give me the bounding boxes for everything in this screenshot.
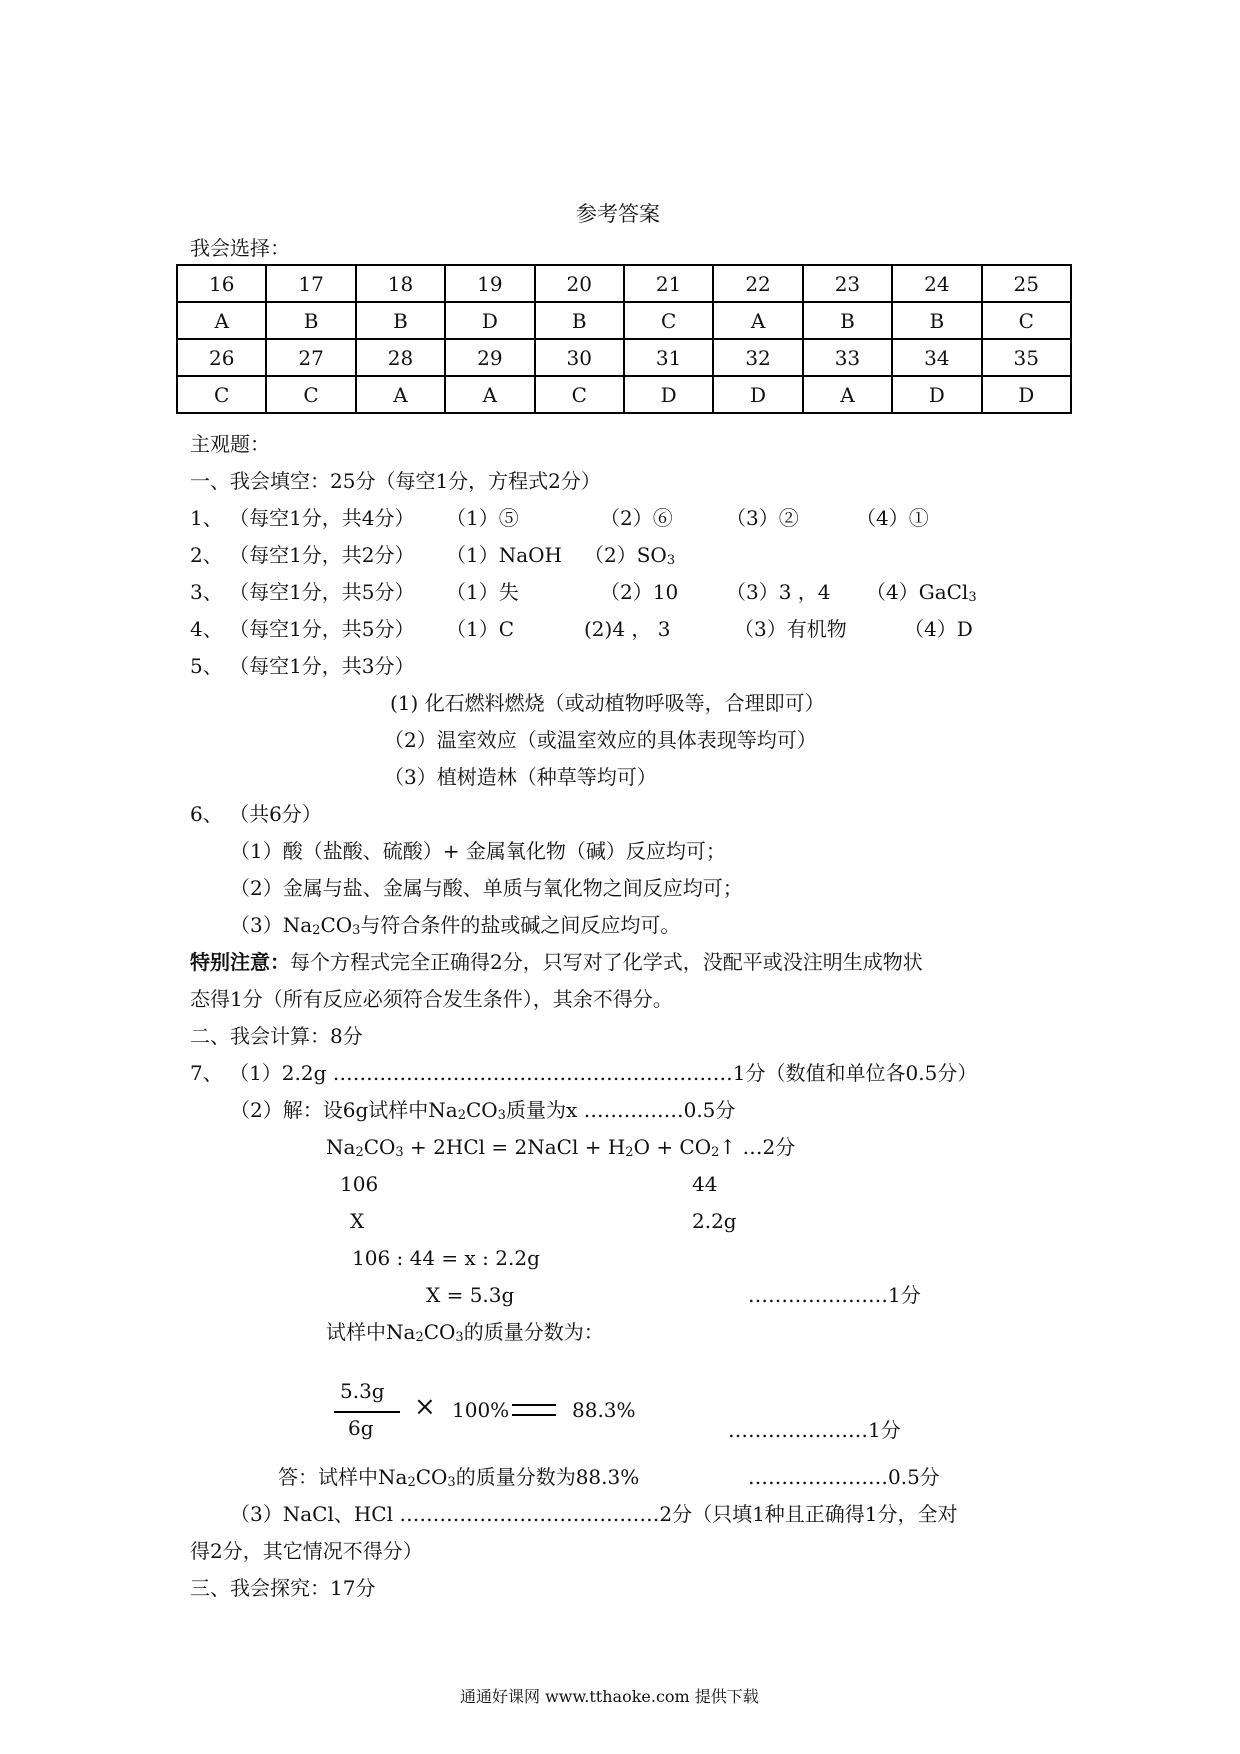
table-row (177, 302, 1071, 339)
q6-answer-2: （2）金属与盐、金属与酸、单质与氧化物之间反应均可； (230, 876, 743, 900)
equals-bar-bottom (512, 1414, 556, 1416)
q4-answer-4: （4）D (904, 617, 973, 641)
table-cell: B (356, 302, 445, 339)
table-cell: 18 (356, 265, 445, 302)
table-cell: 25 (982, 265, 1071, 302)
table-cell: D (713, 376, 802, 413)
q7-part2: （2）解：设6g试样中$Na_2CO_3$质量为x ……………0.5分 (230, 1098, 736, 1123)
table-cell: 30 (535, 339, 624, 376)
q3-prefix: 3、 （每空1分，共5分） (190, 580, 415, 604)
table-cell: 16 (177, 265, 266, 302)
table-cell: 20 (535, 265, 624, 302)
table-cell: B (535, 302, 624, 339)
q6-answer-1: （1）酸（盐酸、硫酸）+ 金属氧化物（碱）反应均可； (230, 839, 726, 863)
q3-answer-1: （1）失 (446, 580, 519, 604)
page-title: 参考答案 (576, 202, 660, 226)
mass-fraction-label: 试样中$Na_2CO_3$的质量分数为： (326, 1320, 604, 1345)
fill-section-heading: 一、我会填空：25分（每空1分，方程式2分） (190, 469, 601, 493)
table-cell: 33 (803, 339, 892, 376)
calc-section-heading: 二、我会计算：8分 (190, 1024, 363, 1048)
table-cell: A (803, 376, 892, 413)
table-cell: 34 (892, 339, 981, 376)
table-cell: C (624, 302, 713, 339)
final-answer: 答：试样中$Na_2CO_3$的质量分数为88.3% (278, 1465, 640, 1490)
chemical-equation: $Na_2CO_3 + 2HCl$ = 2NaCl + $H_2O$ + $CO_2↑$ …2分 (326, 1135, 796, 1160)
q1-answer-2: （2）⑥ (600, 506, 673, 530)
table-cell: C (177, 376, 266, 413)
x-result: X = 5.3g (426, 1283, 515, 1307)
co2-mass: 2.2g (692, 1209, 737, 1233)
q4-answer-3: （3）有机物 (734, 617, 847, 641)
table-cell: 19 (445, 265, 534, 302)
table-cell: A (177, 302, 266, 339)
q7-part3-line2: 得2分，其它情况不得分） (190, 1539, 423, 1563)
ratio-equation: 106 : 44 = x : 2.2g (352, 1246, 540, 1270)
q5-answer-2: （2）温室效应（或温室效应的具体表现等均可） (384, 728, 817, 752)
x-result-score: …………………1分 (748, 1283, 921, 1307)
special-note-label: 特别注意： (190, 950, 290, 974)
q4-answer-2: (2)4 ， 3 (584, 617, 671, 641)
molar-mass-na2co3: 106 (340, 1172, 379, 1196)
q1-prefix: 1、 （每空1分，共4分） (190, 506, 415, 530)
q1-answer-1: （1）⑤ (446, 506, 519, 530)
table-cell: D (445, 302, 534, 339)
q6-prefix: 6、 （共6分） (190, 802, 322, 826)
table-cell: A (356, 376, 445, 413)
q5-answer-3: （3）植树造林（种草等均可） (384, 765, 657, 789)
table-cell: B (266, 302, 355, 339)
table-cell: C (266, 376, 355, 413)
table-row (177, 265, 1071, 302)
q1-answer-3: （3）② (726, 506, 799, 530)
mass-fraction-score: …………………1分 (728, 1418, 901, 1442)
q4-answer-1: （1）C (446, 617, 515, 641)
section-choice-heading: 我会选择： (190, 236, 290, 260)
table-row (177, 376, 1071, 413)
table-cell: 24 (892, 265, 981, 302)
q7-part3: （3）NaCl、HCl …………………………………2分（只填1种且正确得1分，全对 (230, 1502, 958, 1526)
special-note-line2: 态得1分（所有反应必须符合发生条件），其余不得分。 (190, 987, 673, 1011)
table-cell: 21 (624, 265, 713, 302)
q2-answer-2: $(2)SO_3$ (584, 543, 676, 568)
table-cell: D (624, 376, 713, 413)
q3-answer-2: （2）10 (600, 580, 679, 604)
fraction-denominator: 6g (348, 1416, 374, 1440)
table-cell: C (535, 376, 624, 413)
special-note: 特别注意：每个方程式完全正确得2分，只写对了化学式，没配平或没注明生成物状 (190, 950, 923, 974)
table-cell: B (892, 302, 981, 339)
table-cell: 27 (266, 339, 355, 376)
table-cell: 35 (982, 339, 1071, 376)
table-cell: D (892, 376, 981, 413)
q6-answer-3: $(3)Na_2CO_3$与符合条件的盐或碱之间反应均可。 (230, 913, 681, 938)
q3-answer-4: （4）GaCl$_3$ (866, 580, 977, 605)
footer-source: 通通好课网 www.tthaoke.com 提供下载 (460, 1687, 759, 1706)
subjective-heading: 主观题： (190, 432, 270, 456)
unknown-x: X (350, 1209, 365, 1233)
table-cell: 26 (177, 339, 266, 376)
q1-answer-4: （4）① (856, 506, 929, 530)
q5-prefix: 5、 （每空1分，共3分） (190, 654, 415, 678)
molar-mass-co2: 44 (692, 1172, 718, 1196)
times-sign: × (414, 1392, 436, 1422)
table-cell: B (803, 302, 892, 339)
q5-answer-1: (1) 化石燃料燃烧（或动植物呼吸等，合理即可） (390, 691, 825, 715)
q3-answer-3: （3）3 ，4 (726, 580, 831, 604)
table-row (177, 339, 1071, 376)
q7-part1: 7、 （1）2.2g ……………………………………………………1分（数值和单位各0.5分） (190, 1061, 978, 1085)
explore-section-heading: 三、我会探究：17分 (190, 1576, 376, 1600)
table-cell: A (713, 302, 802, 339)
table-cell: 32 (713, 339, 802, 376)
table-cell: D (982, 376, 1071, 413)
table-cell: A (445, 376, 534, 413)
table-cell: 22 (713, 265, 802, 302)
table-cell: C (982, 302, 1071, 339)
table-cell: 28 (356, 339, 445, 376)
q2-prefix: 2、 （每空1分，共2分） (190, 543, 415, 567)
fraction-bar (334, 1411, 400, 1413)
percent-100: 100% (452, 1398, 510, 1422)
table-cell: 17 (266, 265, 355, 302)
q4-prefix: 4、 （每空1分，共5分） (190, 617, 415, 641)
equals-bar-top (512, 1404, 556, 1406)
fraction-numerator: 5.3g (340, 1379, 385, 1403)
q2-answer-1: （1）NaOH (446, 543, 562, 567)
mass-fraction-result: 88.3% (572, 1398, 636, 1422)
final-answer-score: …………………0.5分 (748, 1465, 940, 1489)
table-cell: 31 (624, 339, 713, 376)
table-cell: 23 (803, 265, 892, 302)
answer-table (176, 264, 1072, 414)
table-cell: 29 (445, 339, 534, 376)
